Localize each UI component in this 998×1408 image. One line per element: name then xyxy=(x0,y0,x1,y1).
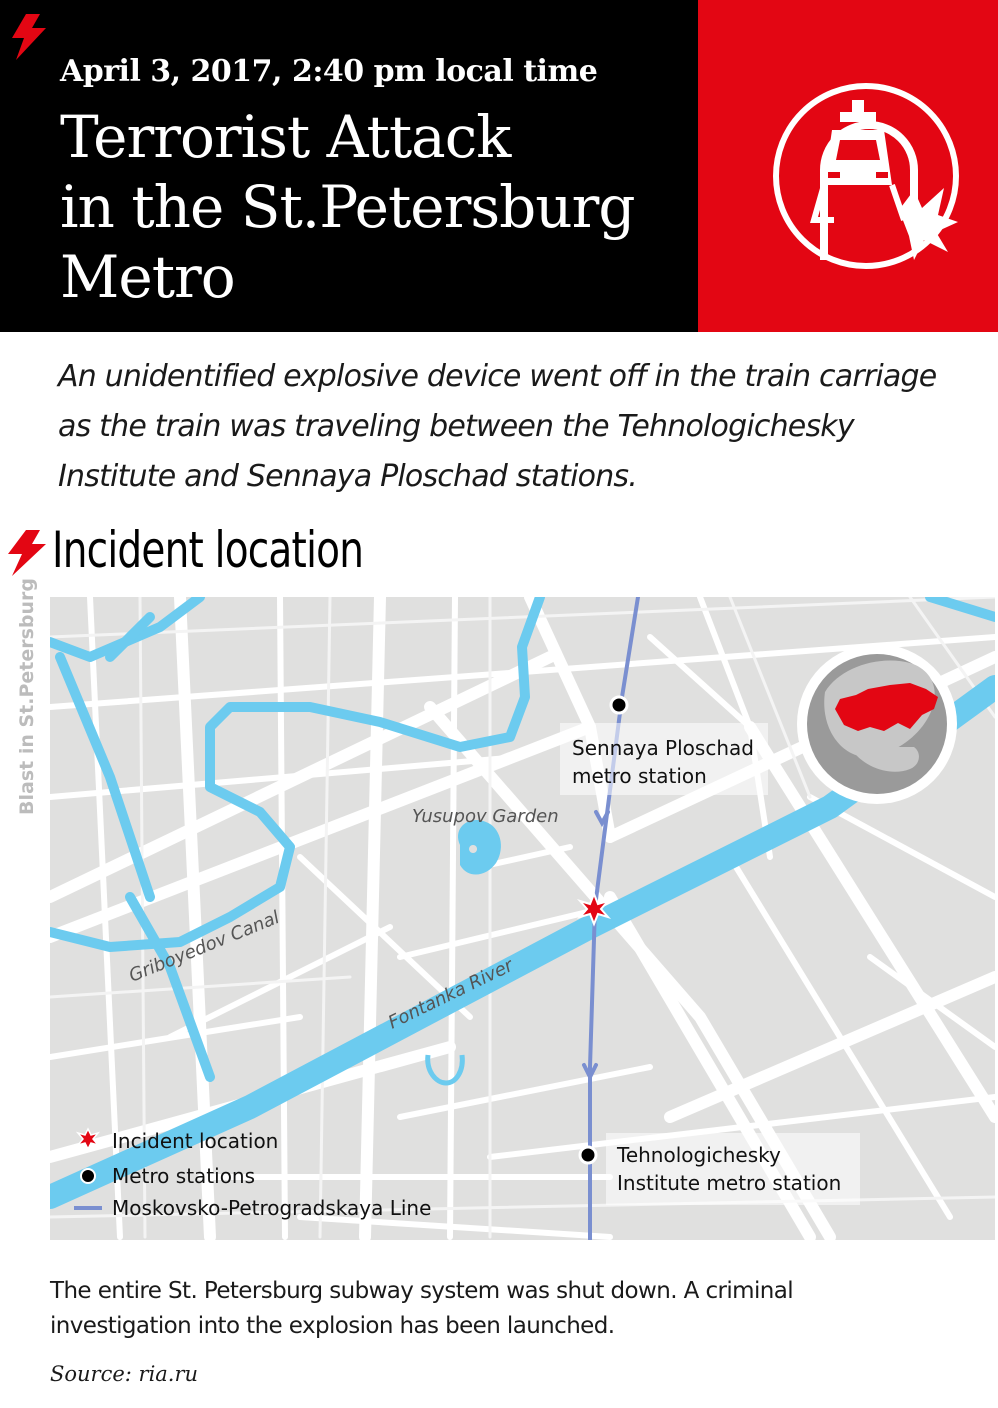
footer-line-1: The entire St. Petersburg subway system was shut down. A criminal xyxy=(50,1278,794,1304)
map-canvas[interactable] xyxy=(50,597,995,1240)
intro-line-2: as the train was traveling between the Tehnologichesky xyxy=(58,409,854,444)
tehnologichesky-label-line-2: Institute metro station xyxy=(617,1171,842,1195)
footer-line-2: investigation into the explosion has been launched. xyxy=(50,1313,615,1339)
lightning-bolt-icon xyxy=(4,530,48,576)
legend-station-icon xyxy=(81,1169,95,1183)
lightning-bolt-icon xyxy=(6,14,48,60)
section-title: Incident location xyxy=(52,521,364,579)
metro-train-explosion-icon xyxy=(754,60,974,280)
side-label: Blast in St.Petersburg xyxy=(16,577,38,815)
sennaya-label-line-1: Sennaya Ploschad xyxy=(572,736,754,760)
intro-text xyxy=(58,352,958,502)
footer-text xyxy=(50,1274,950,1344)
legend-line-label: Moskovsko-Petrogradskaya Line xyxy=(112,1196,432,1220)
intro-line-3: Institute and Sennaya Ploschad stations. xyxy=(58,459,637,494)
legend-incident-label: Incident location xyxy=(112,1129,279,1153)
station-sennaya-dot xyxy=(611,697,627,713)
source-credit: Source: ria.ru xyxy=(50,1362,199,1386)
legend-stations-label: Metro stations xyxy=(112,1164,256,1188)
date-line: April 3, 2017, 2:40 pm local time xyxy=(60,54,598,89)
globe-russia-icon xyxy=(797,644,957,804)
tehnologichesky-label-line-1: Tehnologichesky xyxy=(617,1143,781,1167)
incident-map[interactable] xyxy=(50,597,995,1240)
header xyxy=(0,0,998,332)
sennaya-label-line-2: metro station xyxy=(572,764,707,788)
header-black-panel xyxy=(0,0,698,332)
header-red-panel xyxy=(698,0,998,332)
title-line-1: Terrorist Attack xyxy=(60,103,511,171)
fontanka-river-label: Fontanka River xyxy=(384,954,517,1034)
title-line-3: Metro xyxy=(60,243,235,311)
station-tehnologichesky-dot xyxy=(580,1147,596,1163)
griboyedov-canal-label: Griboyedov Canal xyxy=(126,907,283,987)
pond-spot xyxy=(469,845,477,853)
page-title xyxy=(60,102,690,312)
title-line-2: in the St.Petersburg xyxy=(60,173,635,241)
intro-line-1: An unidentified explosive device went off in the train carriage xyxy=(58,359,937,394)
yusupov-garden-label: Yusupov Garden xyxy=(412,806,559,827)
